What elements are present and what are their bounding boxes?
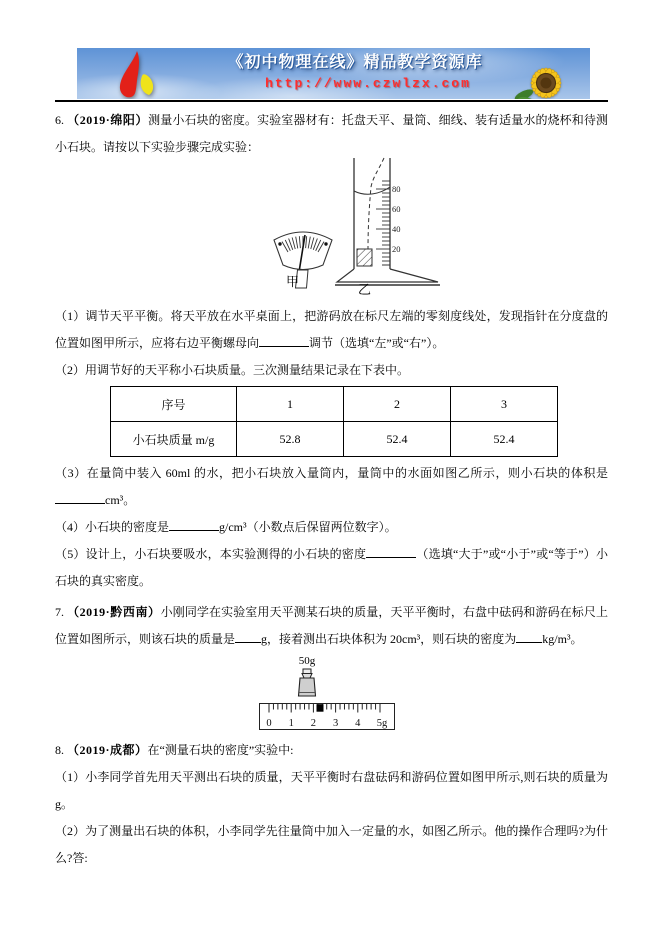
site-banner: [77, 48, 590, 99]
step-text: （1）小李同学首先用天平测出石块的质量，天平平衡时右盘砝码和游码位置如图甲所示,则石块的质量为: [55, 770, 608, 784]
question-6: [55, 107, 608, 161]
question-text: g，接着测出石块体积为 20cm³，则石块的密度为: [261, 632, 517, 646]
q6-step-4: [55, 514, 608, 541]
balance-dial-figure: [267, 220, 339, 294]
figure-q7: [55, 655, 608, 735]
q8-step-2: （2）为了测量出石块的体积，小李同学先往量筒中加入一定量的水，如图乙所示。他的操作合理吗?为什么?答:: [55, 824, 608, 865]
blank-underline: [516, 630, 542, 643]
step-text: 调节（选填“左”或“右”）。: [309, 336, 445, 350]
question-source: （2019·成都）: [67, 743, 148, 757]
blank-underline: [259, 334, 309, 347]
q6-step-1: [55, 303, 608, 357]
step-text: （选填“大于”或“小于”或“等于”）小石块的真实密度。: [55, 547, 608, 588]
table-cell: 1: [237, 387, 344, 422]
question-text: 小刚同学在实验室用天平测某石块的质量，天平平衡时，右盘中砝码和游码在标尺上位置如图所示，则该石块的质量是: [55, 605, 608, 646]
question-number: 8.: [55, 743, 64, 757]
figure-label-jia: 甲: [286, 274, 300, 289]
q8-step-1: [55, 764, 608, 818]
q6-step-2: （2）用调节好的天平称小石块质量。三次测量结果记录在下表中。: [55, 363, 410, 377]
ruler-tick-label: 1: [288, 718, 294, 729]
step-text: （5）设计上，小石块要吸水，本实验测得的小石块的密度: [55, 547, 367, 561]
ruler-tick-label: 0: [266, 718, 272, 729]
rider-slider: [317, 704, 324, 712]
question-number: 7.: [55, 605, 64, 619]
question-text: 测量小石块的密度。实验室器材有：托盘天平、量筒、细线、装有适量水的烧杯和待测小石块。请按以下实验步骤完成实验：: [55, 113, 608, 154]
banner-text-block: [185, 52, 525, 93]
table-cell: 3: [451, 387, 558, 422]
step-text: cm³。: [105, 493, 136, 507]
table-cell: 52.4: [451, 422, 558, 457]
figure-label-yi: 乙: [358, 282, 372, 297]
cylinder-tick-label: 40: [392, 224, 401, 234]
table-cell: 2: [344, 387, 451, 422]
weight-label: 50g: [298, 655, 316, 667]
table-cell: 序号: [111, 387, 237, 422]
blank-underline: [366, 545, 416, 558]
question-source: （2019·绵阳）: [67, 113, 149, 127]
sunflower-icon: [508, 51, 578, 99]
step-text: g。: [55, 797, 74, 811]
table-cell: 小石块质量 m/g: [111, 422, 237, 457]
ruler-tick-label: 2: [310, 718, 317, 729]
cylinder-tick-label: 20: [392, 244, 401, 254]
weight-50g-figure: [287, 655, 327, 700]
step-text: g/cm³（小数点后保留两位数字）。: [219, 520, 397, 534]
ruler-tick-label: 5g: [376, 718, 388, 729]
document-content: [55, 48, 608, 872]
table-header-row: [111, 387, 558, 422]
question-8: [55, 737, 608, 764]
ruler-tick-label: 4: [355, 718, 361, 729]
balance-ruler-figure: [259, 703, 395, 730]
q6-table: [110, 386, 558, 457]
logo-flame-icon: [109, 50, 159, 99]
table-cell: 52.4: [344, 422, 451, 457]
question-7: [55, 599, 608, 653]
question-text: 在“测量石块的密度”实验中:: [147, 743, 294, 757]
step-text: （3）在量筒中装入 60ml 的水，把小石块放入量筒内，量筒中的水面如图乙所示，则小石块的体积是: [55, 466, 608, 480]
graduated-cylinder-figure: [330, 157, 442, 287]
ruler-tick-label: 3: [332, 718, 339, 729]
table-data-row: [111, 422, 558, 457]
table-cell: 52.8: [237, 422, 344, 457]
cylinder-tick-label: 60: [392, 204, 401, 214]
step-text: （1）调节天平平衡。将天平放在水平桌面上，把游码放在标尺左端的零刻度线处，发现指针在分度盘的位置如图甲所示，应将右边平衡螺母向: [55, 309, 608, 350]
banner-url: http://www.czwlzx.com: [265, 76, 471, 91]
q6-step-3: [55, 460, 608, 514]
header-divider: [55, 100, 608, 102]
cylinder-tick-label: 80: [392, 184, 401, 194]
blank-underline: [235, 630, 261, 643]
weight-icon: [287, 668, 327, 700]
blank-underline: [169, 518, 219, 531]
figure-q6: [55, 161, 608, 301]
question-number: 6.: [55, 113, 64, 127]
step-text: （4）小石块的密度是: [55, 520, 170, 534]
blank-underline: [55, 491, 105, 504]
question-source: （2019·黔西南）: [67, 605, 161, 619]
q6-step-5: [55, 541, 608, 595]
question-text: kg/m³。: [542, 632, 583, 646]
banner-title: 《初中物理在线》精品教学资源库: [227, 54, 483, 71]
